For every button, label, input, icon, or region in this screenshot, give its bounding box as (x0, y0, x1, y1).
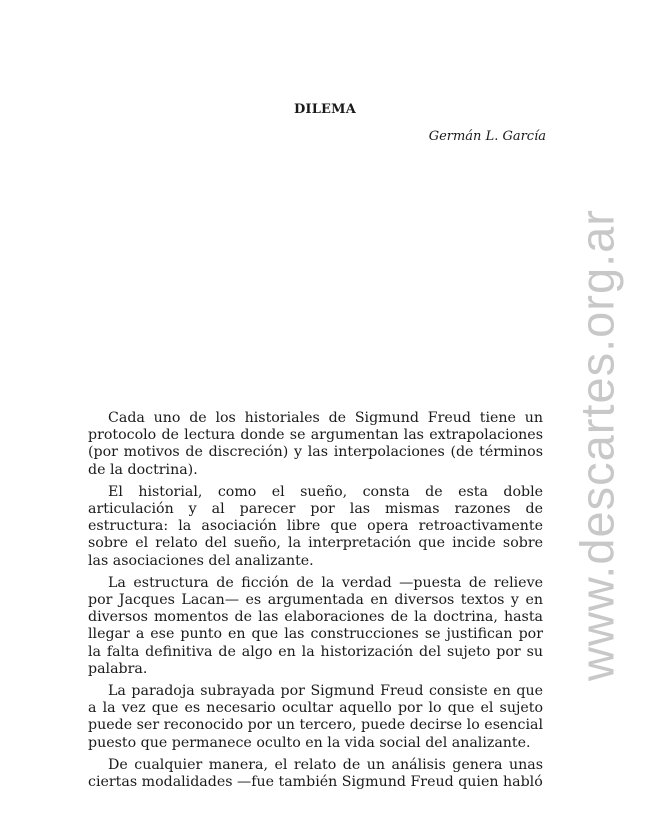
paragraph: El historial, como el sueño, consta de esta doble articulación y al parecer por las mismas razones de estructura: la asociación libre que opera retroactivamente sobre el relato del sueño, la interpretación que incide sobre las asociaciones del analizante. (88, 483, 543, 569)
paragraph: La paradoja subrayada por Sigmund Freud consiste en que a la vez que es necesario ocultar aquello por lo que el sujeto puede ser reconocido por un tercero, puede decirse lo esencial puesto que permanece oculto en la vida social del analizante. (88, 683, 543, 751)
document-body (88, 410, 543, 796)
paragraph: La estructura de ficción de la verdad —puesta de relieve por Jacques Lacan— es argumentada en diversos textos y en diversos momentos de las elaboraciones de la doctrina, hasta llegar a ese punto en que las construcciones se justifican por la falta definitiva de algo en la historización del sujeto por su palabra. (88, 574, 543, 677)
document-author: Germán L. García (428, 129, 546, 144)
paragraph: De cualquier manera, el relato de un análisis genera unas ciertas modalidades —fue también Sigmund Freud quien habló (88, 756, 543, 791)
paragraph: Cada uno de los historiales de Sigmund Freud tiene un protocolo de lectura donde se argumentan las extrapolaciones (por motivos de discreción) y las interpolaciones (de términos de la doctrina). (88, 410, 543, 478)
document-title: DILEMA (293, 102, 357, 117)
site-watermark: www.descartes.org.ar (570, 209, 624, 681)
